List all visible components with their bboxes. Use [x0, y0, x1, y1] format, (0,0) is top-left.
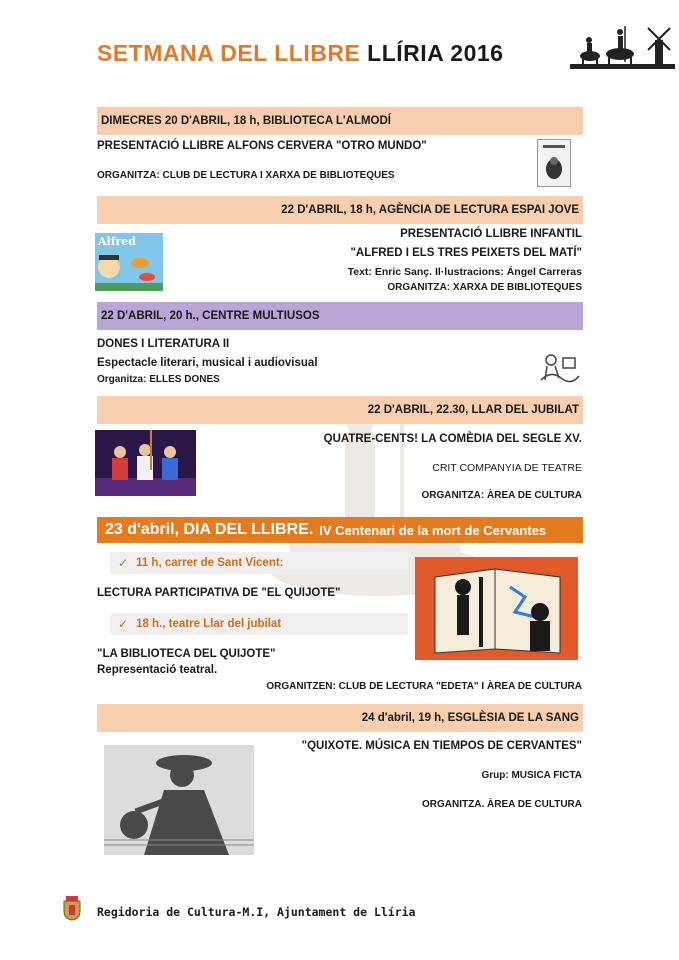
event5-slot2-desc: Representació teatral.: [97, 664, 218, 676]
event5-band: 23 d'abril, DIA DEL LLIBRE. IV Centenari de la mort de Cervantes: [97, 517, 583, 543]
event5-slot2-title: "LA BIBLIOTECA DEL QUIJOTE": [97, 648, 276, 660]
event5-slot1-title: LECTURA PARTICIPATIVA DE "EL QUIJOTE": [97, 587, 341, 599]
book-cover-title: Alfred: [98, 235, 136, 248]
event1-organizer: ORGANITZA: CLUB DE LECTURA I XARXA DE BIBLIOTEQUES: [97, 170, 395, 181]
event4-title: QUATRE-CENTS! LA COMÈDIA DEL SEGLE XV.: [323, 433, 582, 445]
quixote-book-illustration: [415, 557, 578, 660]
event3-desc: Espectacle literari, musical i audiovisual: [97, 357, 318, 369]
event4-band: 22 D'ABRIL, 22.30, LLAR DEL JUBILAT: [97, 396, 583, 424]
check-icon: ✓: [118, 556, 129, 570]
event2-line1: PRESENTACIÓ LLIBRE INFANTIL: [400, 228, 582, 240]
event1-title: PRESENTACIÓ LLIBRE ALFONS CERVERA "OTRO MUNDO": [97, 140, 427, 152]
event3-band: 22 D'ABRIL, 20 h., CENTRE MULTIUSOS: [97, 302, 583, 330]
event3-organizer: Organitza: ELLES DONES: [97, 374, 220, 385]
event5-organizer: ORGANITZEN: CLUB DE LECTURA "EDETA" I ÀREA DE CULTURA: [266, 681, 582, 692]
footer-text: Regidoria de Cultura-M.I, Ajuntament de Llíria: [97, 905, 416, 919]
page-title: SETMANA DEL LLIBRE LLÍRIA 2016: [97, 40, 504, 66]
children-book-cover: [95, 233, 163, 291]
event5-slot2: ✓ 18 h., teatre Llar del jubilat: [110, 613, 408, 635]
event4-organizer: ORGANITZA: ÀREA DE CULTURA: [421, 490, 582, 501]
event5-slot1: ✓ 11 h, carrer de Sant Vicent:: [110, 552, 408, 574]
fish-illustration-icon: [95, 245, 163, 291]
check-icon: ✓: [118, 617, 129, 631]
reading-illustration-icon: [537, 350, 581, 388]
event6-organizer: ORGANITZA. ÀREA DE CULTURA: [422, 799, 582, 810]
event3-title: DONES I LITERATURA II: [97, 338, 230, 350]
event6-title: "QUIXOTE. MÚSICA EN TIEMPOS DE CERVANTES": [301, 740, 582, 752]
theatre-photo: [95, 430, 196, 496]
event2-line2: "ALFRED I ELS TRES PEIXETS DEL MATÍ": [350, 247, 582, 259]
event4-company: CRIT COMPANYIA DE TEATRE: [432, 462, 582, 474]
crest-icon: [62, 895, 82, 921]
event2-credits: Text: Enric Sanç. Il·lustracions: Ángel Carreras: [347, 266, 582, 278]
event6-band: 24 d'abril, 19 h, ESGLÈSIA DE LA SANG: [97, 704, 583, 732]
event6-group: Grup: MUSICA FICTA: [481, 770, 582, 781]
event1-band: DIMECRES 20 D'ABRIL, 18 h, BIBLIOTECA L'ALMODÍ: [97, 107, 583, 135]
book-cover-icon: [537, 139, 571, 187]
musician-engraving: [104, 745, 254, 855]
don-quixote-silhouette-icon: [570, 18, 675, 73]
event2-band: 22 D'ABRIL, 18 h, AGÈNCIA DE LECTURA ESPAI JOVE: [97, 196, 583, 224]
event2-organizer: ORGANITZA: XARXA DE BIBLIOTEQUES: [387, 282, 582, 293]
